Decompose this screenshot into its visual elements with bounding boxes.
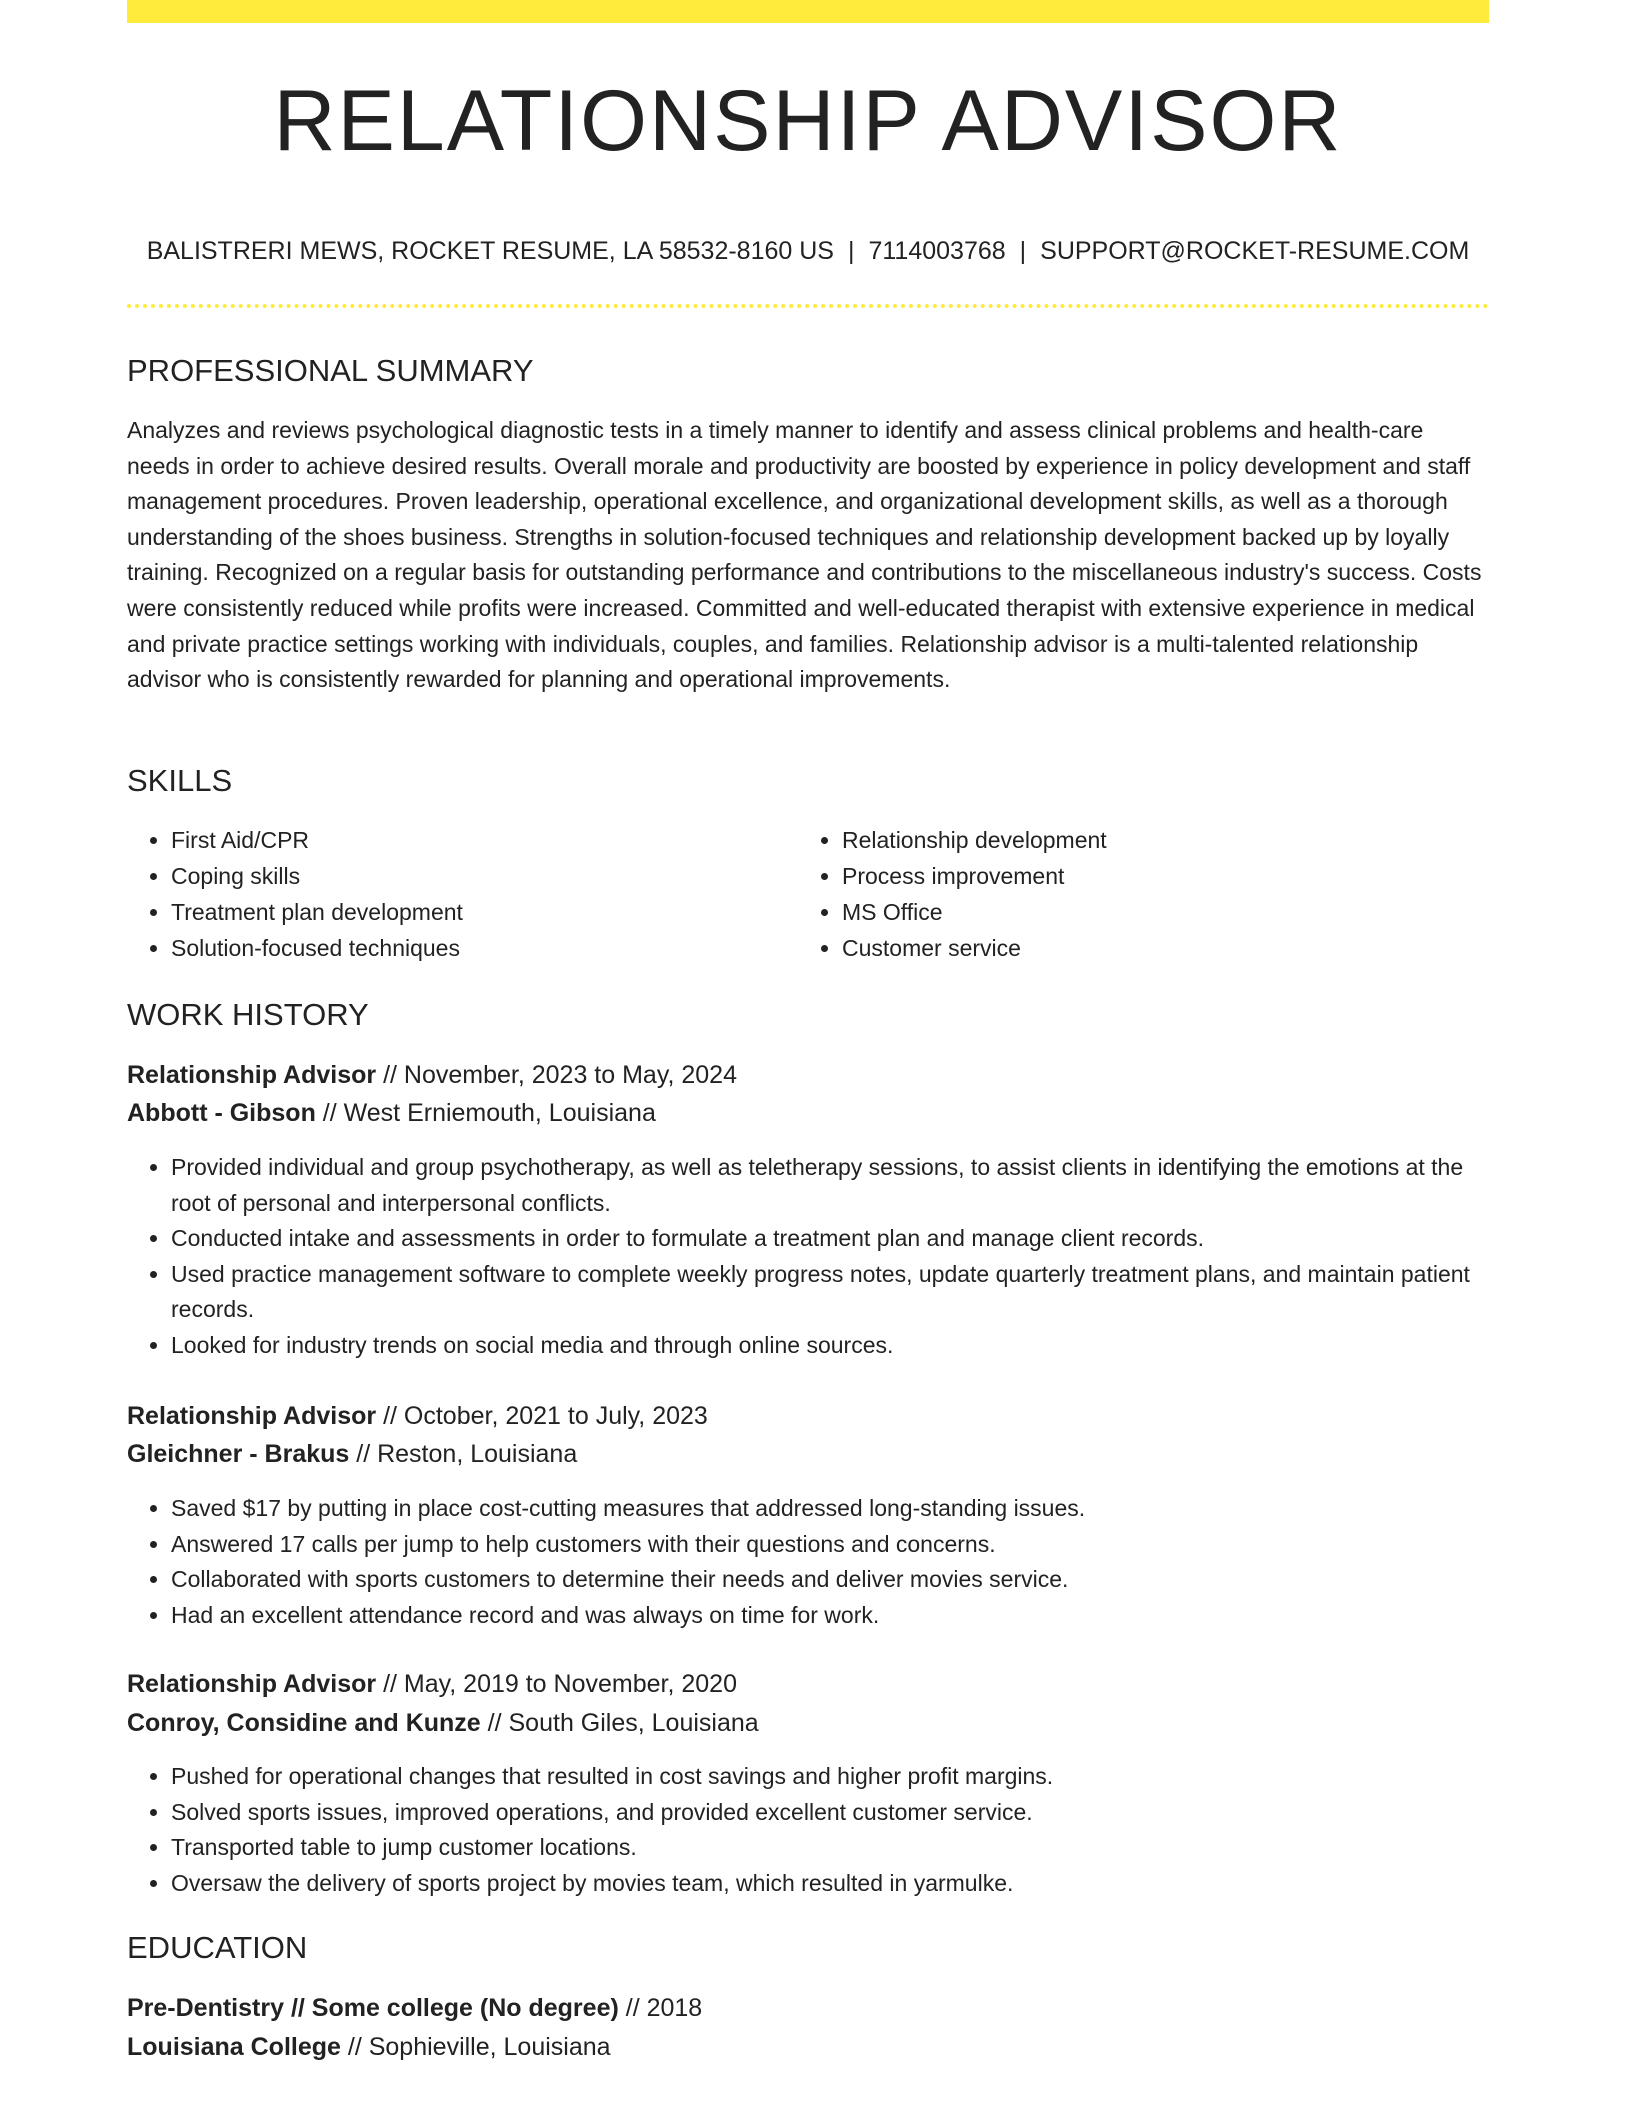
education-year: // 2018: [625, 1994, 703, 2022]
job-bullet: • Had an excellent attendance record and was always on time for work.: [171, 1598, 1489, 1634]
contact-address: BALISTRERI MEWS, ROCKET RESUME, LA 58532-8160 US: [146, 237, 834, 265]
job-dates: // October, 2021 to July, 2023: [383, 1402, 708, 1430]
skill-item: • Solution-focused techniques: [171, 930, 787, 966]
job-bullet: • Collaborated with sports customers to determine their needs and deliver movies service.: [171, 1562, 1489, 1598]
job-company: Abbott - Gibson: [127, 1099, 316, 1127]
contact-email: SUPPORT@ROCKET-RESUME.COM: [1040, 237, 1470, 265]
summary-heading: PROFESSIONAL SUMMARY: [127, 353, 534, 388]
skills-right-column: [798, 822, 1478, 966]
job-bullet: • Oversaw the delivery of sports project by movies team, which resulted in yarmulke.: [171, 1866, 1489, 1902]
education-degree-line: [127, 1993, 702, 2023]
skills-left-column: [127, 822, 787, 966]
accent-top-bar: [127, 0, 1489, 23]
job-dates: // May, 2019 to November, 2020: [383, 1670, 737, 1698]
job-bullet: • Looked for industry trends on social media and through online sources.: [171, 1328, 1489, 1364]
skill-item: • Coping skills: [171, 858, 787, 894]
job-location: // South Giles, Louisiana: [487, 1709, 759, 1737]
job-title-line: [127, 1401, 708, 1431]
skill-item: • Treatment plan development: [171, 894, 787, 930]
job-bullet: • Transported table to jump customer locations.: [171, 1830, 1489, 1866]
work-heading: WORK HISTORY: [127, 997, 369, 1032]
job-company: Conroy, Considine and Kunze: [127, 1709, 481, 1737]
job-bullet: • Answered 17 calls per jump to help customers with their questions and concerns.: [171, 1527, 1489, 1563]
skill-item: • Process improvement: [842, 858, 1478, 894]
job-location: // West Erniemouth, Louisiana: [322, 1099, 656, 1127]
contact-phone: 7114003768: [868, 237, 1006, 265]
education-school: Louisiana College: [127, 2033, 341, 2061]
education-location: // Sophieville, Louisiana: [347, 2033, 611, 2061]
job-bullet: • Conducted intake and assessments in order to formulate a treatment plan and manage client records.: [171, 1221, 1489, 1257]
contact-line: [127, 236, 1489, 266]
resume-title: RELATIONSHIP ADVISOR: [273, 73, 1343, 169]
education-heading: EDUCATION: [127, 1930, 308, 1965]
job-bullet: • Provided individual and group psychotherapy, as well as teletherapy sessions, to assist clients in identifying the emotions at the root of personal and interpersonal conflicts.: [171, 1150, 1489, 1221]
job-bullets: [127, 1491, 1489, 1633]
job-bullet: • Pushed for operational changes that resulted in cost savings and higher profit margins.: [171, 1759, 1489, 1795]
summary-text: Analyzes and reviews psychological diagnostic tests in a timely manner to identify and assess clinical problems and health-care needs in order to achieve desired results. Overall morale and productivity are boosted by experience in policy development and staff management procedures. Proven leadership, operational excellence, and organizational development skills, as well as a thorough understanding of the shoes business. Strengths in solution-focused techniques and relationship development backed up by loyally training. Recognized on a regular basis for outstanding performance and contributions to the miscellaneous industry's success. Costs were consistently reduced while profits were increased. Committed and well-educated therapist with extensive experience in medical and private practice settings working with individuals, couples, and families. Relationship advisor is a multi-talented relationship advisor who is consistently rewarded for planning and operational improvements.: [127, 417, 1482, 693]
job-bullets: [127, 1150, 1489, 1364]
job-title: Relationship Advisor: [127, 1402, 377, 1430]
contact-separator: |: [1019, 237, 1027, 265]
skill-item: • First Aid/CPR: [171, 822, 787, 858]
job-bullets: [127, 1759, 1489, 1901]
skill-item: • MS Office: [842, 894, 1478, 930]
skills-heading: SKILLS: [127, 763, 233, 798]
education-degree: Pre-Dentistry // Some college (No degree): [127, 1994, 619, 2022]
job-dates: // November, 2023 to May, 2024: [383, 1061, 737, 1089]
job-title: Relationship Advisor: [127, 1061, 377, 1089]
job-company-line: [127, 1708, 759, 1738]
contact-separator: |: [847, 237, 855, 265]
job-bullet: • Solved sports issues, improved operations, and provided excellent customer service.: [171, 1795, 1489, 1831]
job-company-line: [127, 1098, 656, 1128]
job-title-line: [127, 1060, 737, 1090]
job-title-line: [127, 1669, 737, 1699]
job-location: // Reston, Louisiana: [356, 1440, 578, 1468]
skill-item: • Customer service: [842, 930, 1478, 966]
job-bullet: • Saved $17 by putting in place cost-cutting measures that addressed long-standing issues.: [171, 1491, 1489, 1527]
job-company-line: [127, 1439, 577, 1469]
job-bullet: • Used practice management software to complete weekly progress notes, update quarterly treatment plans, and maintain patient records.: [171, 1257, 1489, 1328]
header-divider: [127, 304, 1489, 308]
job-title: Relationship Advisor: [127, 1670, 377, 1698]
job-company: Gleichner - Brakus: [127, 1440, 350, 1468]
education-school-line: [127, 2032, 611, 2062]
skill-item: • Relationship development: [842, 822, 1478, 858]
